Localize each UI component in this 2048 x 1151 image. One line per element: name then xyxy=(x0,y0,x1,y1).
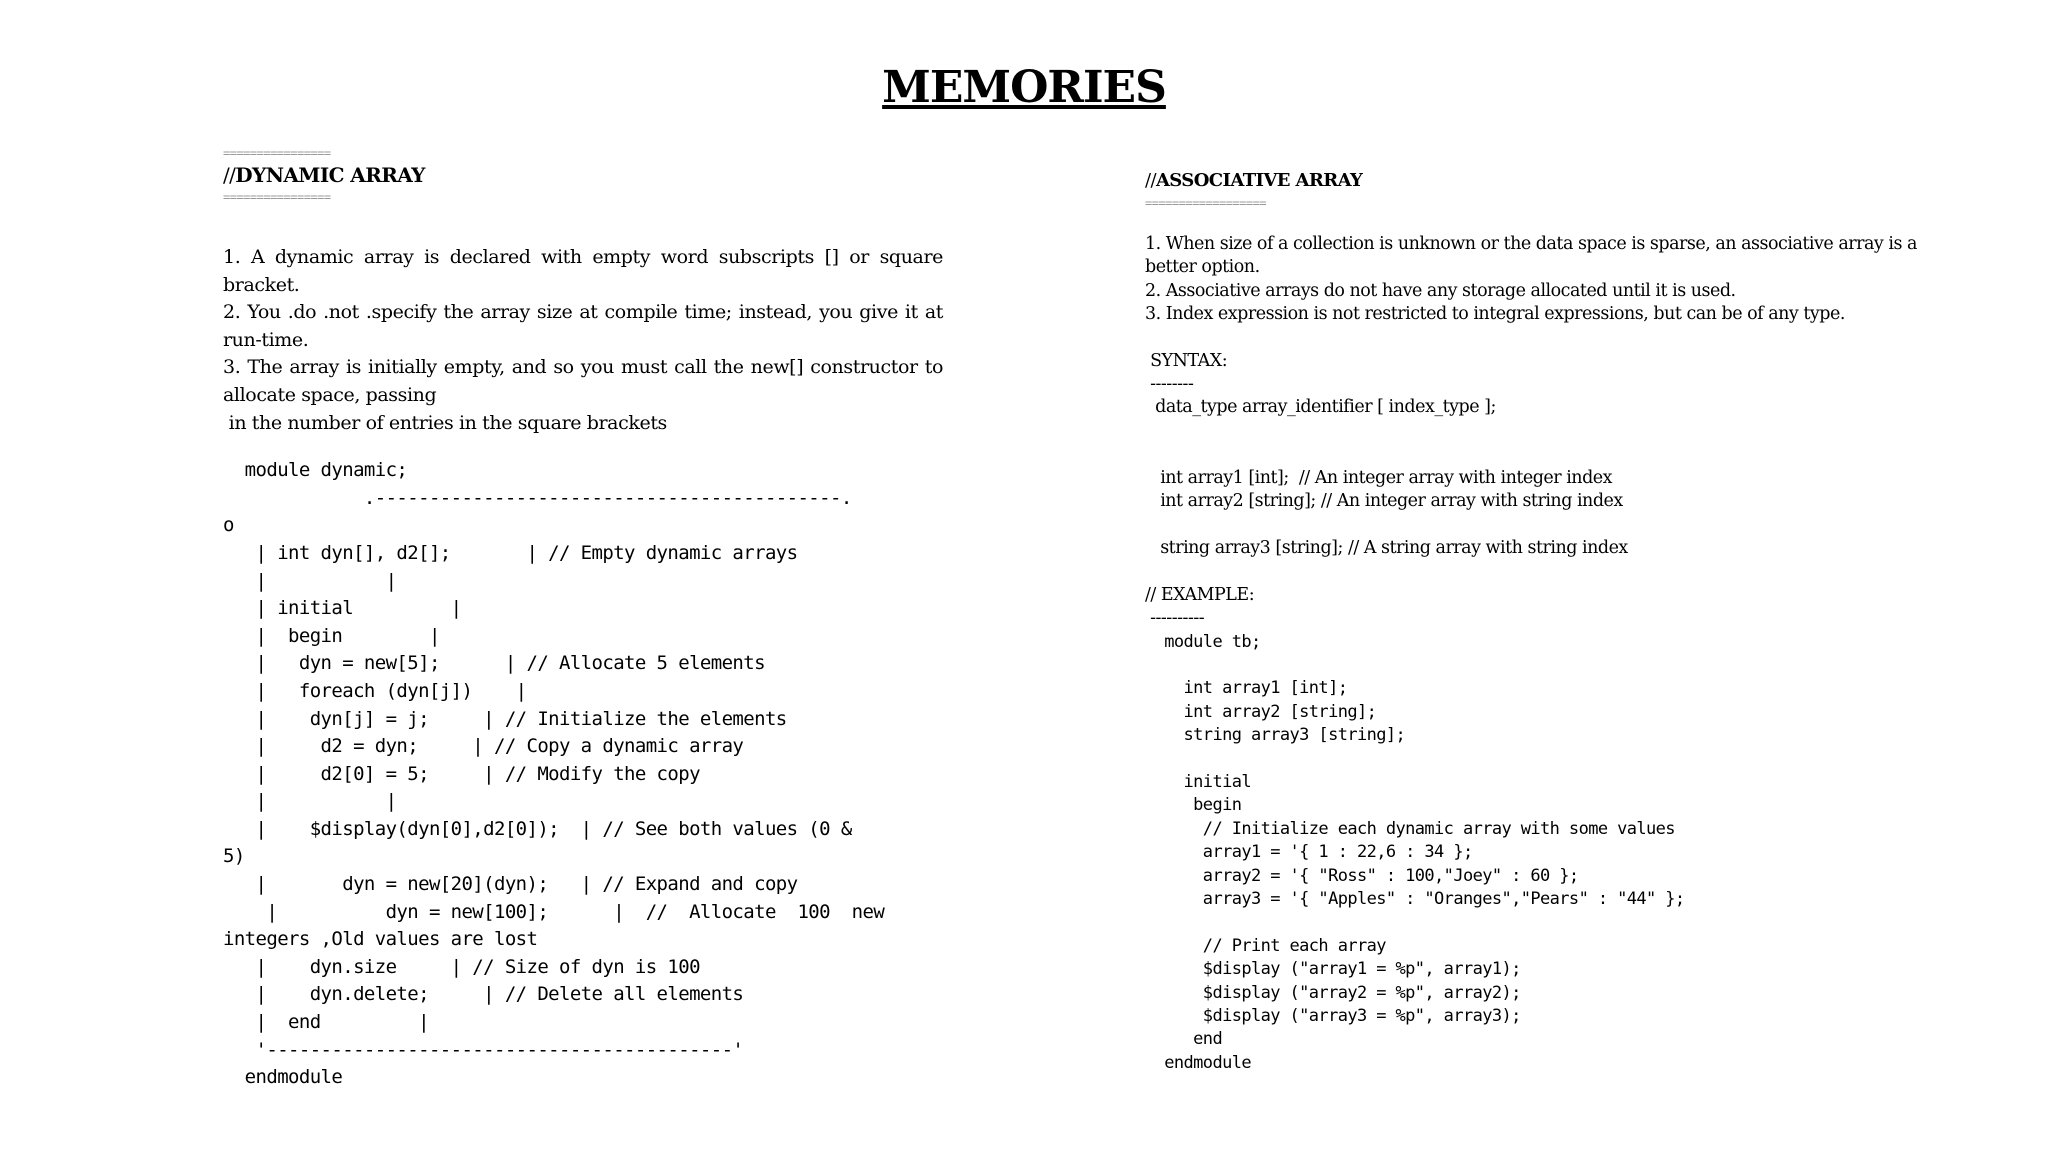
syntax-block: SYNTAX: -------- data_type array_identifier [ index_type ]; int array1 [int]; // An integer array with integer index int array2 [string]; // An integer array with string index string array3 [string]; // A string array with string index // EXAMPLE: ---------- xyxy=(1145,350,1628,629)
code-block: module dynamic; .-------------------------------------------. o | int dyn[], d2[]; | // Empty dynamic arrays | | | initial | | begin | | dyn = new[5]; | // Allocate 5 elements | foreach (dyn[j]) | | dyn[j] = j; | // Initialize the elements | d2 = dyn; | // Copy a dynamic array | d2[0] = 5; | // Modify the copy | | | $display(dyn[0],d2[0]); | // See both values (0 & 5) | dyn = new[20](dyn); | // Expand and copy | dyn = new[100]; | // Allocate 100 new integers ,Old values are lost | dyn.size | // Size of dyn is 100 | dyn.delete; | // Delete all elements | end | '-------------------------------------------' endmodule xyxy=(223,459,885,1089)
heading-slashes: // xyxy=(1145,170,1156,191)
section-heading xyxy=(223,160,943,190)
rule-top: ================ xyxy=(223,146,331,160)
page-title: MEMORIES xyxy=(882,62,1166,113)
heading-slashes: // xyxy=(223,163,236,187)
associative-array-section xyxy=(1145,166,1925,1075)
rule-bottom: ================== xyxy=(1145,196,1267,210)
description-text: 1. When size of a collection is unknown or the data space is sparse, an associative array is a better option. 2. Associative arrays do not have any storage allocated until it is used. 3. Index expression is not restricted to integral expressions, but can be of any type. xyxy=(1145,234,1917,325)
description-text: 1. A dynamic array is declared with empty word subscripts [] or square bracket. 2. You .do .not .specify the array size at compile time; instead, you give it at run-time. 3. The array is initially empty, and so you must call the new[] constructor to allocate space, passing in the number of entries in the square brackets xyxy=(223,246,943,434)
heading-text: ASSOCIATIVE ARRAY xyxy=(1155,170,1363,191)
section-heading xyxy=(1145,166,1925,196)
rule-bottom: ================ xyxy=(223,190,331,204)
dynamic-array-section xyxy=(223,146,943,1092)
example-code-block: module tb; int array1 [int]; int array2 [string]; string array3 [string]; initial begin // Initialize each dynamic array with some values array1 = '{ 1 : 22,6 : 34 }; array2 = '{ "Ross" : 100,"Joey" : 60 }; array3 = '{ "Apples" : "Oranges","Pears" : "44" }; // Print each array $display ("array1 = %p", array1); $display ("array2 = %p", array2); $display ("array3 = %p", array3); end endmodule xyxy=(1164,631,1685,1073)
heading-text: DYNAMIC ARRAY xyxy=(235,163,425,187)
